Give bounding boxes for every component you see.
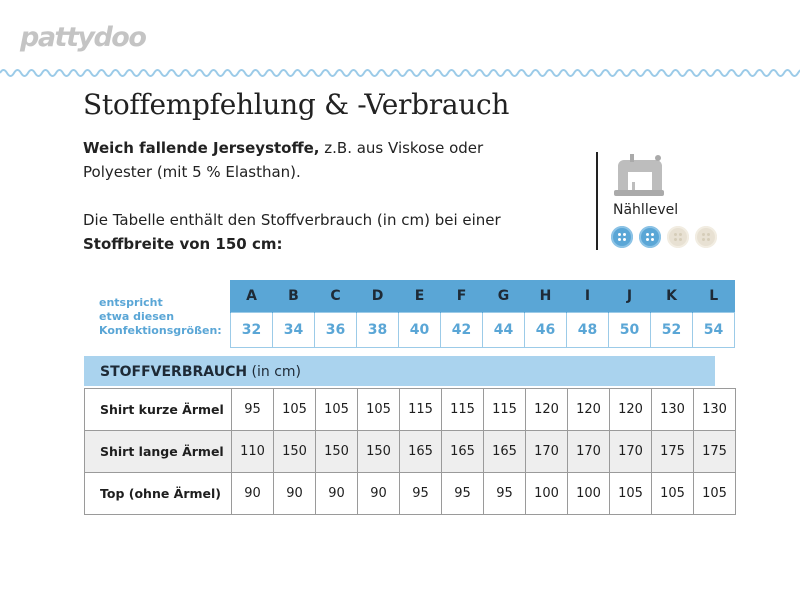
consumption-cell: 120 [568,389,610,431]
consumption-cell: 90 [232,473,274,515]
row-label: Top (ohne Ärmel) [85,473,232,515]
consumption-cell: 100 [526,473,568,515]
consumption-cell: 130 [652,389,694,431]
consumption-cell: 105 [694,473,736,515]
label-line: Konfektionsgrößen: [99,324,222,337]
level-button-filled-icon [611,226,633,248]
size-number: 54 [693,313,735,348]
size-number: 52 [651,313,693,348]
consumption-cell: 90 [274,473,316,515]
pattydoo-logo[interactable]: pattydoo [20,22,146,53]
consumption-unit: (in cm) [251,364,301,380]
consumption-cell: 170 [610,431,652,473]
size-number: 40 [399,313,441,348]
consumption-cell: 165 [400,431,442,473]
size-number: 42 [441,313,483,348]
consumption-cell: 105 [610,473,652,515]
size-letter: G [483,280,525,313]
size-number: 36 [315,313,357,348]
page-title: Stoffempfehlung & -Verbrauch [83,88,510,121]
consumption-cell: 115 [484,389,526,431]
sewing-level-rating [611,226,717,248]
consumption-cell: 90 [358,473,400,515]
label-line: etwa diesen [99,310,175,323]
size-letter: F [441,280,483,313]
level-button-empty-icon [667,226,689,248]
consumption-cell: 95 [442,473,484,515]
consumption-cell: 150 [358,431,400,473]
size-letter: D [357,280,399,313]
consumption-cell: 95 [400,473,442,515]
intro-text [83,136,523,256]
consumption-table [84,388,736,515]
consumption-cell: 120 [526,389,568,431]
consumption-cell: 115 [442,389,484,431]
size-letter: C [315,280,357,313]
size-letter-row [231,280,735,313]
fabric-width: Stoffbreite von 150 cm: [83,235,283,253]
row-label: Shirt kurze Ärmel [85,389,232,431]
size-number: 50 [609,313,651,348]
level-button-filled-icon [639,226,661,248]
consumption-cell: 105 [652,473,694,515]
size-letter: K [651,280,693,313]
size-letter: A [231,280,273,313]
table-note-text: Die Tabelle enthält den Stoffverbrauch (in cm) bei einer [83,211,501,229]
consumption-cell: 115 [400,389,442,431]
table-row [85,473,736,515]
table-note [83,208,523,256]
consumption-cell: 175 [694,431,736,473]
consumption-cell: 90 [316,473,358,515]
consumption-cell: 175 [652,431,694,473]
table-row [85,431,736,473]
fabric-recommendation [83,136,523,184]
consumption-cell: 110 [232,431,274,473]
consumption-cell: 170 [526,431,568,473]
label-line: entspricht [99,296,163,309]
consumption-cell: 95 [484,473,526,515]
consumption-title: STOFFVERBRAUCH [100,364,248,380]
consumption-cell: 150 [274,431,316,473]
row-label: Shirt lange Ärmel [85,431,232,473]
consumption-cell: 105 [316,389,358,431]
sewing-level-label: Nähllevel [613,202,679,218]
consumption-cell: 120 [610,389,652,431]
consumption-cell: 170 [568,431,610,473]
consumption-cell: 105 [274,389,316,431]
size-number: 46 [525,313,567,348]
size-letter: J [609,280,651,313]
size-number: 48 [567,313,609,348]
fabric-type: Weich fallende Jerseystoffe, [83,139,320,157]
size-number: 32 [231,313,273,348]
consumption-cell: 95 [232,389,274,431]
size-letter: L [693,280,735,313]
consumption-cell: 165 [442,431,484,473]
consumption-cell: 100 [568,473,610,515]
consumption-cell: 150 [316,431,358,473]
consumption-header [84,356,715,386]
size-letter: I [567,280,609,313]
wave-divider [0,66,800,80]
size-number: 34 [273,313,315,348]
size-letter: H [525,280,567,313]
consumption-cell: 130 [694,389,736,431]
size-number: 44 [483,313,525,348]
consumption-cell: 165 [484,431,526,473]
table-row [85,389,736,431]
level-button-empty-icon [695,226,717,248]
size-letter: E [399,280,441,313]
sewing-machine-icon [612,152,666,198]
size-letter: B [273,280,315,313]
consumption-cell: 105 [358,389,400,431]
size-equivalence-label [99,296,222,338]
size-number: 38 [357,313,399,348]
size-number-row [231,313,735,348]
level-divider [596,152,598,250]
fabric-details: z.B. aus Viskose oder Polyester (mit 5 % Elasthan). [83,139,484,181]
size-table [230,280,735,348]
